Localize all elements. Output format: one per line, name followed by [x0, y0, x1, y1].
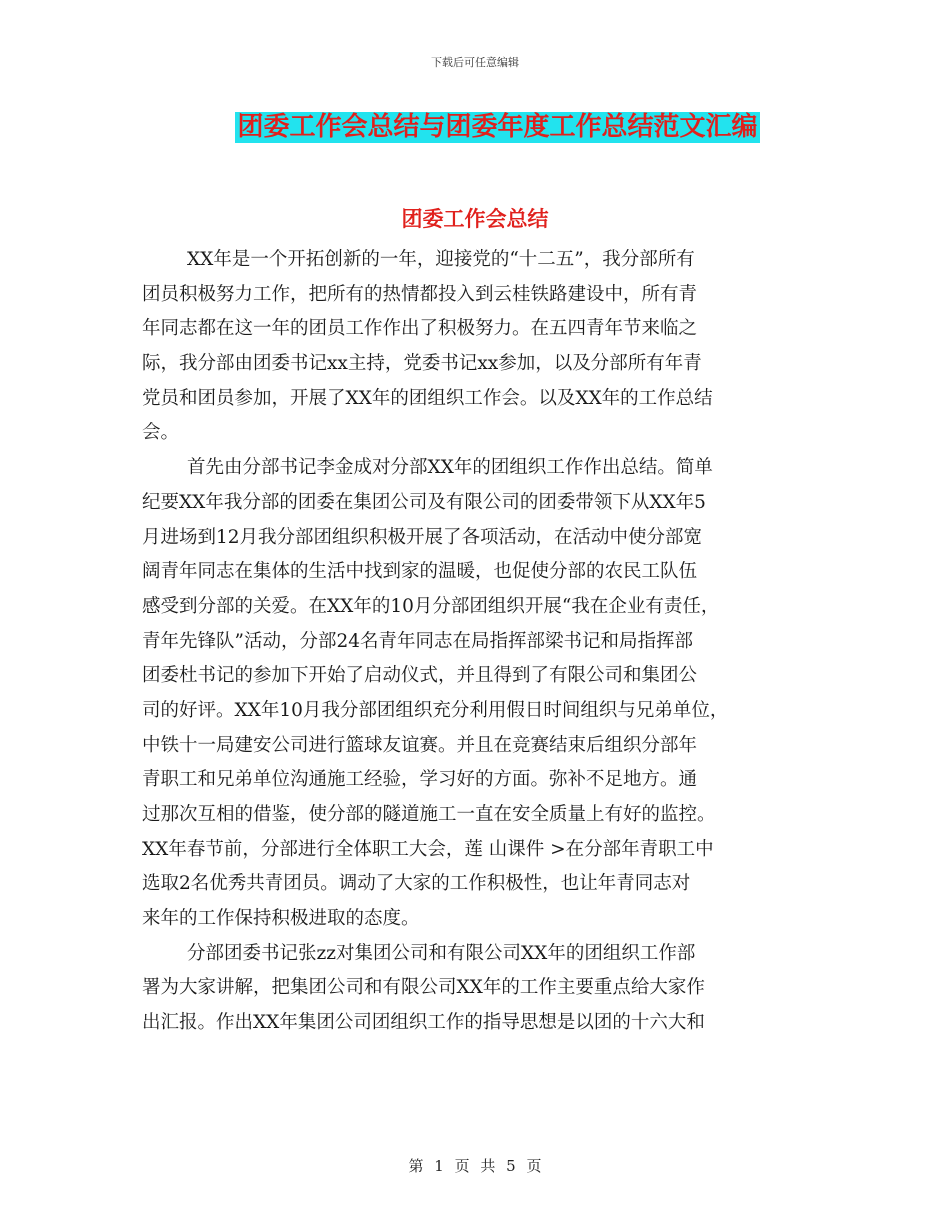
text-line: 阔青年同志在集体的生活中找到家的温暖，也促使分部的农民工队伍: [142, 561, 698, 583]
text-line: 分部团委书记张zz对集团公司和有限公司XX年的团组织工作部: [187, 942, 696, 964]
page-footer: 第 1 页 共 5 页: [408, 1157, 542, 1175]
text-line: 团员积极努力工作，把所有的热情都投入到云桂铁路建设中，所有青: [142, 283, 698, 305]
text-line: XX年是一个开拓创新的一年，迎接党的“十二五”，我分部所有: [187, 249, 695, 270]
text-line: 选取2名优秀共青团员。调动了大家的工作积极性，也让年青同志对: [142, 873, 691, 895]
document-body: [142, 243, 812, 1041]
text-line: 过那次互相的借鉴，使分部的隧道施工一直在安全质量上有好的监控。: [142, 804, 716, 825]
text-line: 年同志都在这一年的团员工作作出了积极努力。在五四青年节来临之: [142, 318, 698, 340]
text-line: 来年的工作保持积极进取的态度。: [142, 908, 420, 930]
text-line: 际，我分部由团委书记xx主持，党委书记xx参加，以及分部所有年青: [142, 353, 702, 375]
text-line: 司的好评。XX年10月我分部团组织充分利用假日时间组织与兄弟单位，: [142, 699, 729, 721]
text-line: 署为大家讲解，把集团公司和有限公司XX年的工作主要重点给大家作: [142, 977, 705, 999]
text-line: 青年先锋队”活动，分部24名青年同志在局指挥部梁书记和局指挥部: [142, 630, 694, 652]
header-note: 下载后可任意编辑: [431, 56, 519, 69]
text-line: 出汇报。作出XX年集团公司团组织工作的指导思想是以团的十六大和: [142, 1012, 705, 1034]
text-line: 月进场到12月我分部团组织积极开展了各项活动，在活动中使分部宽: [142, 526, 703, 548]
text-line: 首先由分部书记李金成对分部XX年的团组织工作作出总结。简单: [187, 457, 713, 479]
text-line: 团委杜书记的参加下开始了启动仪式，并且得到了有限公司和集团公: [142, 665, 698, 687]
text-line: 会。: [142, 422, 180, 444]
document-title: 团委工作会总结与团委年度工作总结范文汇编: [237, 112, 758, 142]
text-line: 青职工和兄弟单位沟通施工经验，学习好的方面。弥补不足地方。通: [142, 769, 698, 791]
paragraph: [142, 937, 812, 1041]
paragraph: [142, 451, 812, 937]
text-line: 感受到分部的关爱。在XX年的10月分部团组织开展“我在企业有责任，: [142, 595, 720, 617]
text-line: 中铁十一局建安公司进行篮球友谊赛。并且在竞赛结束后组织分部年: [142, 734, 698, 756]
document-title-container: [0, 112, 950, 143]
text-line: 纪要XX年我分部的团委在集团公司及有限公司的团委带领下从XX年5: [142, 491, 706, 513]
text-line: 党员和团员参加，开展了XX年的团组织工作会。以及XX年的工作总结: [142, 387, 713, 409]
section-title: 团委工作会总结: [401, 207, 549, 231]
paragraph: [142, 243, 812, 451]
text-line: XX年春节前，分部进行全体职工大会，莲 山课件 >在分部年青职工中: [142, 838, 714, 860]
